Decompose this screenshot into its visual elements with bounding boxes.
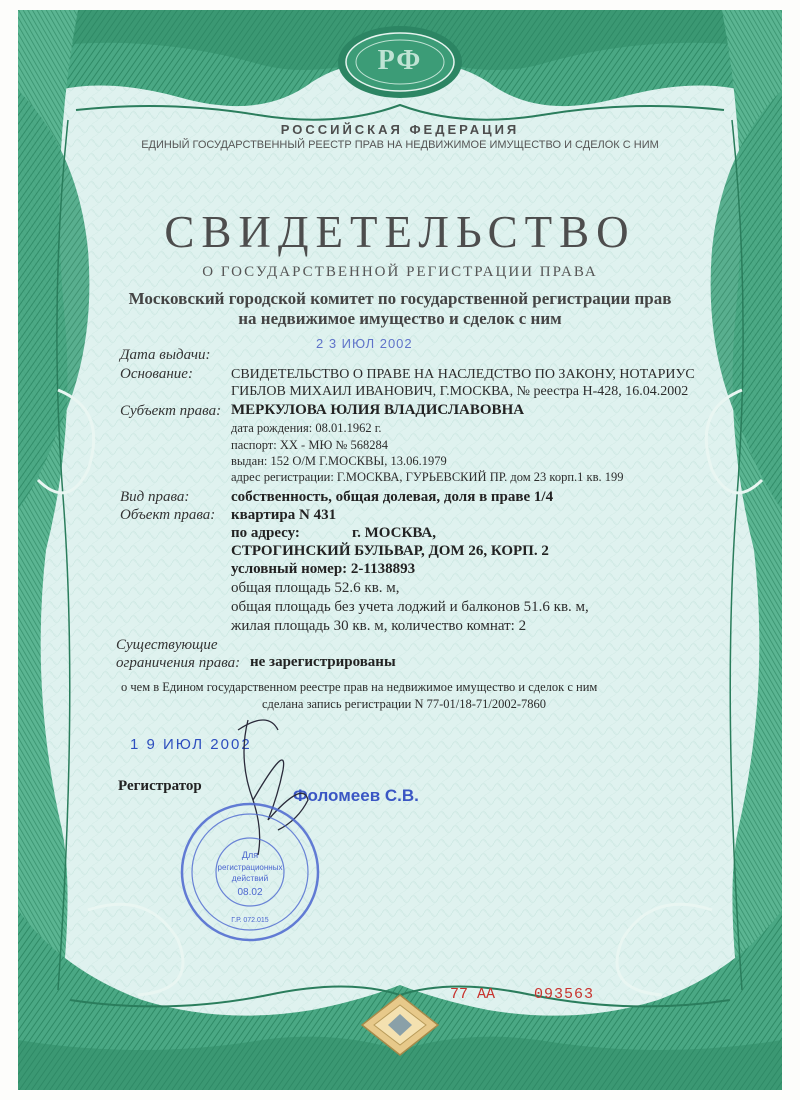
seal-code: Г.Р. 072.015 — [231, 917, 269, 924]
restrictions-label-2: ограничения права: — [116, 655, 241, 671]
subject-address: адрес регистрации: Г.МОСКВА, ГУРЬЕВСКИЙ ПР. дом 23 корп.1 кв. 199 — [231, 470, 624, 484]
restrictions-value: не зарегистрированы — [250, 654, 396, 670]
blank-series: 77 АА — [450, 986, 496, 1003]
seal-center-line-2: регистрационных — [217, 863, 283, 872]
seal-center-line-1: Для — [241, 850, 259, 860]
object-name: квартира N 431 — [231, 507, 337, 523]
seal-number: 08.02 — [237, 887, 263, 898]
object-street: СТРОГИНСКИЙ БУЛЬВАР, ДОМ 26, КОРП. 2 — [231, 543, 549, 559]
subject-name: МЕРКУЛОВА ЮЛИЯ ВЛАДИСЛАВОВНА — [231, 402, 525, 418]
document-title: СВИДЕТЕЛЬСТВО — [164, 207, 636, 257]
registration-date-stamp: 1 9 ИЮЛ 2002 — [130, 736, 252, 753]
issue-date-label: Дата выдачи: — [120, 347, 211, 363]
country-name: РОССИЙСКАЯ ФЕДЕРАЦИЯ — [280, 122, 520, 137]
right-type-label: Вид права: — [120, 489, 190, 505]
blank-number: 093563 — [534, 986, 595, 1003]
issue-date-stamp: 2 3 ИЮЛ 2002 — [316, 336, 413, 351]
record-line-2: сделана запись регистрации N 77-01/18-71/2002-7860 — [262, 697, 547, 711]
object-area-living: жилая площадь 30 кв. м, количество комнат: 2 — [231, 618, 527, 634]
emblem-monogram: РФ — [377, 45, 423, 76]
document-subtitle: О ГОСУДАРСТВЕННОЙ РЕГИСТРАЦИИ ПРАВА — [202, 264, 598, 280]
object-address-label: по адресу: — [231, 525, 300, 541]
registry-name: ЕДИНЫЙ ГОСУДАРСТВЕННЫЙ РЕЕСТР ПРАВ НА НЕДВИЖИМОЕ ИМУЩЕСТВО И СДЕЛОК С НИМ — [141, 139, 659, 151]
object-area-without-loggias: общая площадь без учета лоджий и балконов 51.6 кв. м, — [231, 599, 589, 615]
official-seal — [178, 800, 323, 945]
basis-line-1: СВИДЕТЕЛЬСТВО О ПРАВЕ НА НАСЛЕДСТВО ПО ЗАКОНУ, НОТАРИУС — [231, 367, 695, 382]
subject-passport-issued: выдан: 152 О/М Г.МОСКВЫ, 13.06.1979 — [231, 454, 447, 468]
seal-center-line-3: действий — [231, 873, 269, 883]
object-label: Объект права: — [120, 507, 216, 523]
subject-passport: паспорт: ХХ - МЮ № 568284 — [231, 438, 388, 452]
object-area-total: общая площадь 52.6 кв. м, — [231, 580, 400, 596]
restrictions-label-1: Существующие — [116, 637, 218, 653]
certificate-sheet — [18, 10, 782, 1090]
registrar-label: Регистратор — [118, 778, 202, 794]
object-cadastral-number: условный номер: 2-1138893 — [231, 561, 416, 577]
registrar-name-stamp: Фоломеев С.В. — [293, 786, 419, 805]
subject-birth: дата рождения: 08.01.1962 г. — [231, 421, 382, 435]
object-city: г. МОСКВА, — [352, 525, 436, 541]
right-type-value: собственность, общая долевая, доля в праве 1/4 — [231, 489, 554, 505]
subject-label: Субъект права: — [120, 403, 222, 419]
organization-line-2: на недвижимое имущество и сделок с ним — [238, 309, 562, 328]
basis-line-2: ГИБЛОВ МИХАИЛ ИВАНОВИЧ, Г.МОСКВА, № реестра Н-428, 16.04.2002 — [231, 384, 689, 399]
organization-line-1: Московский городской комитет по государственной регистрации прав — [128, 289, 672, 308]
record-line-1: о чем в Едином государственном реестре прав на недвижимое имущество и сделок с ним — [121, 680, 598, 694]
basis-label: Основание: — [120, 366, 193, 382]
